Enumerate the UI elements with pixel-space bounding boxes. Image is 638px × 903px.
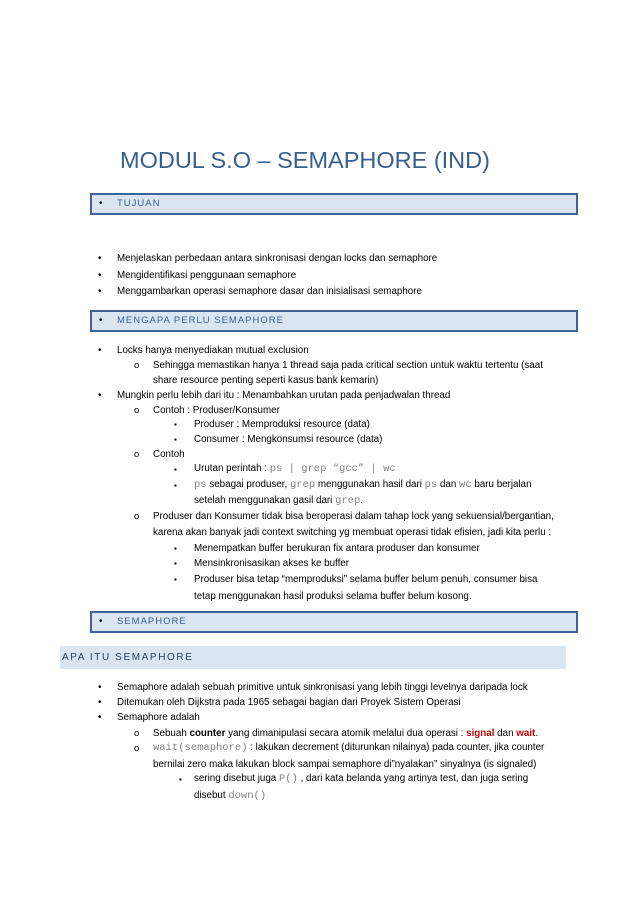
code-snippet: ps xyxy=(424,479,438,491)
square-bullet: ▪ xyxy=(174,481,177,490)
text-segment: dan xyxy=(494,728,517,739)
section-heading-semaphore xyxy=(90,611,578,633)
bullet: • xyxy=(98,286,102,297)
code-snippet: grep xyxy=(335,495,361,507)
list-item: Menjelaskan perbedaan antara sinkronisasi dengan locks dan semaphore xyxy=(117,253,438,264)
square-bullet: ▪ xyxy=(174,544,177,553)
section-heading-text: TUJUAN xyxy=(117,198,161,209)
section-heading-tujuan xyxy=(90,193,578,215)
text-segment: Urutan perintah : xyxy=(194,463,270,474)
bullet: • xyxy=(99,315,103,326)
code-snippet: wait(semaphore) xyxy=(153,742,248,754)
code-snippet: ps xyxy=(194,479,207,491)
sub-sub-list-item: Menempatkan buffer berukuran fix antara produser dan konsumer xyxy=(194,543,480,554)
sub-list-item-continuation: share resource penting seperti kasus bank kemarin) xyxy=(153,375,379,386)
square-bullet: ▪ xyxy=(174,435,177,444)
sub-list-item: Produser dan Konsumer tidak bisa beroperasi dalam tahap lock yang sekuensial/bergantian, xyxy=(153,511,554,522)
sub-list-item-continuation: karena akan banyak jadi context switching yg membuat operasi tidak efisien, jadi kita perlu : xyxy=(153,527,552,538)
text-segment: disebut xyxy=(194,790,229,801)
bullet: • xyxy=(99,198,103,209)
keyword-highlight: wait xyxy=(516,728,536,739)
sub-sub-list-item xyxy=(194,463,396,475)
list-item: Semaphore adalah sebuah primitive untuk sinkronisasi yang lebih tinggi levelnya daripada lock xyxy=(117,682,528,693)
document-title: MODUL S.O – SEMAPHORE (IND) xyxy=(120,147,490,173)
bullet: • xyxy=(98,712,102,723)
square-bullet: ▪ xyxy=(174,559,177,568)
sub-list-item: Contoh xyxy=(153,449,185,460)
subheading-text: APA ITU SEMAPHORE xyxy=(62,652,194,663)
text-segment: sering disebut juga xyxy=(194,773,279,784)
text-segment: : lakukan decrement (diturunkan nilainya) pada counter, jika counter xyxy=(247,742,545,753)
sub-bullet: o xyxy=(134,449,140,460)
bullet: • xyxy=(98,270,102,281)
subheading-apa-itu-semaphore xyxy=(60,646,566,669)
sub-bullet: o xyxy=(134,728,140,739)
code-snippet: ps | grep “gcc” | wc xyxy=(269,463,396,475)
text-segment: setelah menggunakan gasil dari xyxy=(194,495,336,506)
list-item: Ditemukan oleh Dijkstra pada 1965 sebagai bagian dari Proyek Sistem Operasi xyxy=(117,697,461,708)
sub-sub-list-item: Produser bisa tetap “memproduksi” selama buffer belum penuh, consumer bisa xyxy=(194,574,538,585)
sub-sub-list-item-continuation xyxy=(194,790,266,802)
section-heading-mengapa xyxy=(90,310,578,332)
sub-bullet: o xyxy=(134,360,140,371)
sub-sub-list-item: Mensinkronisasikan akses ke buffer xyxy=(194,558,350,569)
bullet: • xyxy=(98,697,102,708)
code-snippet: P() xyxy=(278,773,298,785)
section-heading-text: MENGAPA PERLU SEMAPHORE xyxy=(117,315,284,326)
sub-bullet: o xyxy=(134,511,140,522)
square-bullet: ▪ xyxy=(179,775,182,784)
list-item: Menggambarkan operasi semaphore dasar dan inisialisasi semaphore xyxy=(117,286,422,297)
bold-term: counter xyxy=(189,728,226,739)
text-segment: Sebuah xyxy=(153,728,190,739)
list-item: Semaphore adalah xyxy=(117,712,200,723)
sub-bullet: o xyxy=(134,405,140,416)
code-snippet: grep xyxy=(289,479,316,491)
sub-list-item: Contoh : Produser/Konsumer xyxy=(153,405,280,416)
square-bullet: ▪ xyxy=(174,465,177,474)
square-bullet: ▪ xyxy=(174,575,177,584)
sub-sub-list-item-continuation xyxy=(194,495,363,507)
code-snippet: wc xyxy=(459,479,472,491)
text-segment: . xyxy=(535,728,539,739)
list-item: Mengidentifikasi penggunaan semaphore xyxy=(117,270,297,281)
text-segment: . xyxy=(360,495,364,506)
text-segment: yang dimanipulasi secara atomik melalui dua operasi : xyxy=(225,728,467,739)
text-segment: menggunakan hasil dari xyxy=(315,479,425,490)
list-item: Mungkin perlu lebih dari itu : Menambahkan urutan pada penjadwalan thread xyxy=(117,390,451,401)
bullet: • xyxy=(98,345,102,356)
bullet: • xyxy=(99,616,103,627)
section-heading-text: SEMAPHORE xyxy=(117,616,187,627)
sub-sub-list-item: Produser : Memproduksi resource (data) xyxy=(194,419,370,430)
keyword-highlight: signal xyxy=(466,728,495,739)
sub-sub-list-item: Consumer : Mengkonsumsi resource (data) xyxy=(194,434,383,445)
sub-sub-list-item-continuation: tetap menggunakan hasil produksi selama buffer belum kosong. xyxy=(194,591,472,602)
sub-list-item xyxy=(153,728,538,740)
sub-sub-list-item xyxy=(194,479,532,491)
text-segment: baru berjalan xyxy=(471,479,532,490)
list-item: Locks hanya menyediakan mutual exclusion xyxy=(117,345,309,356)
text-segment: , dari kata belanda yang artinya test, dan juga sering xyxy=(297,773,529,784)
text-segment: dan xyxy=(437,479,460,490)
square-bullet: ▪ xyxy=(174,420,177,429)
bullet: • xyxy=(98,253,102,264)
code-snippet: down() xyxy=(228,790,267,802)
bullet: • xyxy=(98,682,102,693)
sub-bullet: o xyxy=(134,743,140,754)
sub-list-item-continuation: bernilai zero maka lakukan block sampai semaphore di”nyalakan” sinyalnya (is signaled) xyxy=(153,759,537,770)
sub-list-item: Sehingga memastikan hanya 1 thread saja pada critical section untuk waktu tertentu (saat xyxy=(153,360,543,371)
sub-list-item xyxy=(153,742,544,754)
sub-sub-list-item xyxy=(194,773,528,785)
text-segment: sebagai produser, xyxy=(206,479,290,490)
bullet: • xyxy=(98,390,102,401)
